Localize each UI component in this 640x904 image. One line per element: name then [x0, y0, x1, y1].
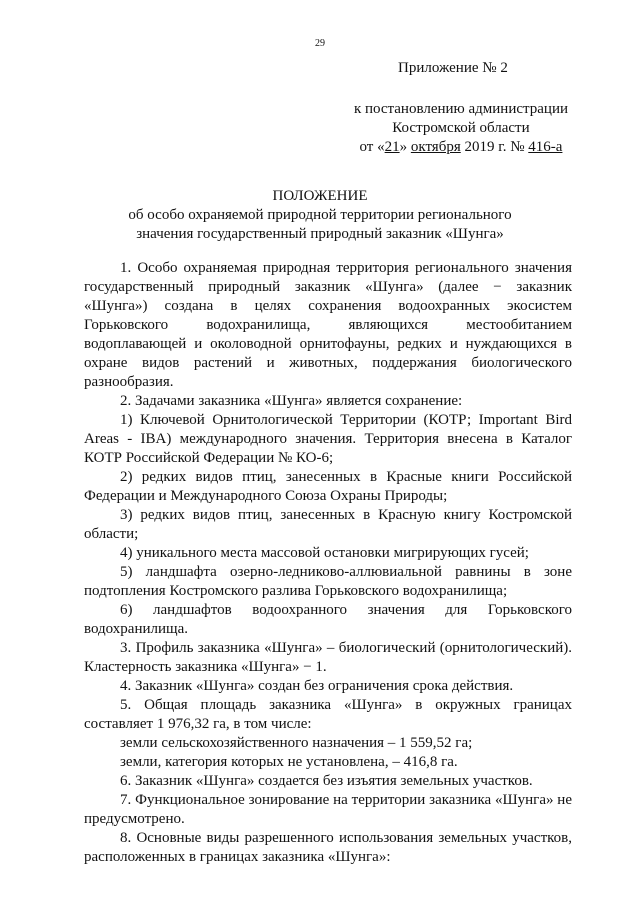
paragraph: 8. Основные виды разрешенного использования земельных участков, расположенных в границах заказника «Шунга»:	[84, 830, 572, 865]
decree-line-1: к постановлению администрации	[353, 101, 568, 117]
decree-prefix: от «	[359, 139, 385, 155]
title-line-3: значения государственный природный заказник «Шунга»	[136, 226, 504, 242]
decree-sep-1: »	[399, 139, 411, 155]
paragraph: 5) ландшафта озерно-ледниково-аллювиальной равнины в зоне подтопления Костромского разлива Горьковского водохранилища;	[84, 564, 572, 599]
decree-date-line	[354, 138, 568, 157]
page-number: 29	[315, 38, 325, 49]
paragraph: 2. Задачами заказника «Шунга» является сохранение:	[120, 393, 463, 409]
paragraph: 2) редких видов птиц, занесенных в Красные книги Российской Федерации и Международного Союза Охраны Природы;	[84, 469, 572, 504]
paragraph: 7. Функциональное зонирование на территории заказника «Шунга» не предусмотрено.	[84, 792, 572, 827]
paragraph: 4. Заказник «Шунга» создан без ограничения срока действия.	[120, 678, 514, 694]
paragraph: 6) ландшафтов водоохранного значения для Горьковского водохранилища.	[84, 602, 572, 637]
paragraph: 1) Ключевой Орнитологической Территории (КОТР; Important Bird Areas - IBA) международного значения. Территория внесена в Каталог КОТР Российской Федерации № КО-6;	[84, 412, 572, 466]
paragraph: 4) уникального места массовой остановки мигрирующих гусей;	[120, 545, 529, 561]
decree-month: октября	[410, 139, 461, 155]
paragraph: земли, категория которых не установлена, – 416,8 га.	[120, 754, 458, 770]
decree-sep-2: 2019 г. №	[460, 139, 529, 155]
decree-line-2: Костромской области	[392, 120, 530, 136]
decree-number: 416-а	[528, 139, 563, 155]
paragraph: 1. Особо охраняемая природная территория регионального значения государственный природный заказник «Шунга» (далее − заказник «Шунга») создана в целях сохранения водоохранных экосистем Горьковского водохранилища, являющихся местообитанием водоплавающей и околоводной орнитофауны, редких и нуждающихся в охране видов растений и животных, поддержания биологического разнообразия.	[84, 260, 572, 390]
paragraph: 3. Профиль заказника «Шунга» – биологический (орнитологический). Кластерность заказника «Шунга» − 1.	[84, 640, 572, 675]
title-line-1: ПОЛОЖЕНИЕ	[272, 188, 368, 204]
appendix-label: Приложение № 2	[398, 60, 508, 76]
paragraph: земли сельскохозяйственного назначения – 1 559,52 га;	[120, 735, 473, 751]
paragraph: 6. Заказник «Шунга» создается без изъятия земельных участков.	[120, 773, 533, 789]
decree-day: 21	[384, 139, 400, 155]
document-title	[0, 187, 640, 244]
document-body	[84, 259, 572, 867]
paragraph: 5. Общая площадь заказника «Шунга» в окружных границах составляет 1 976,32 га, в том числе:	[84, 697, 572, 732]
paragraph: 3) редких видов птиц, занесенных в Красную книгу Костромской области;	[84, 507, 572, 542]
title-line-2: об особо охраняемой природной территории регионального	[128, 207, 512, 223]
decree-reference	[354, 100, 568, 157]
